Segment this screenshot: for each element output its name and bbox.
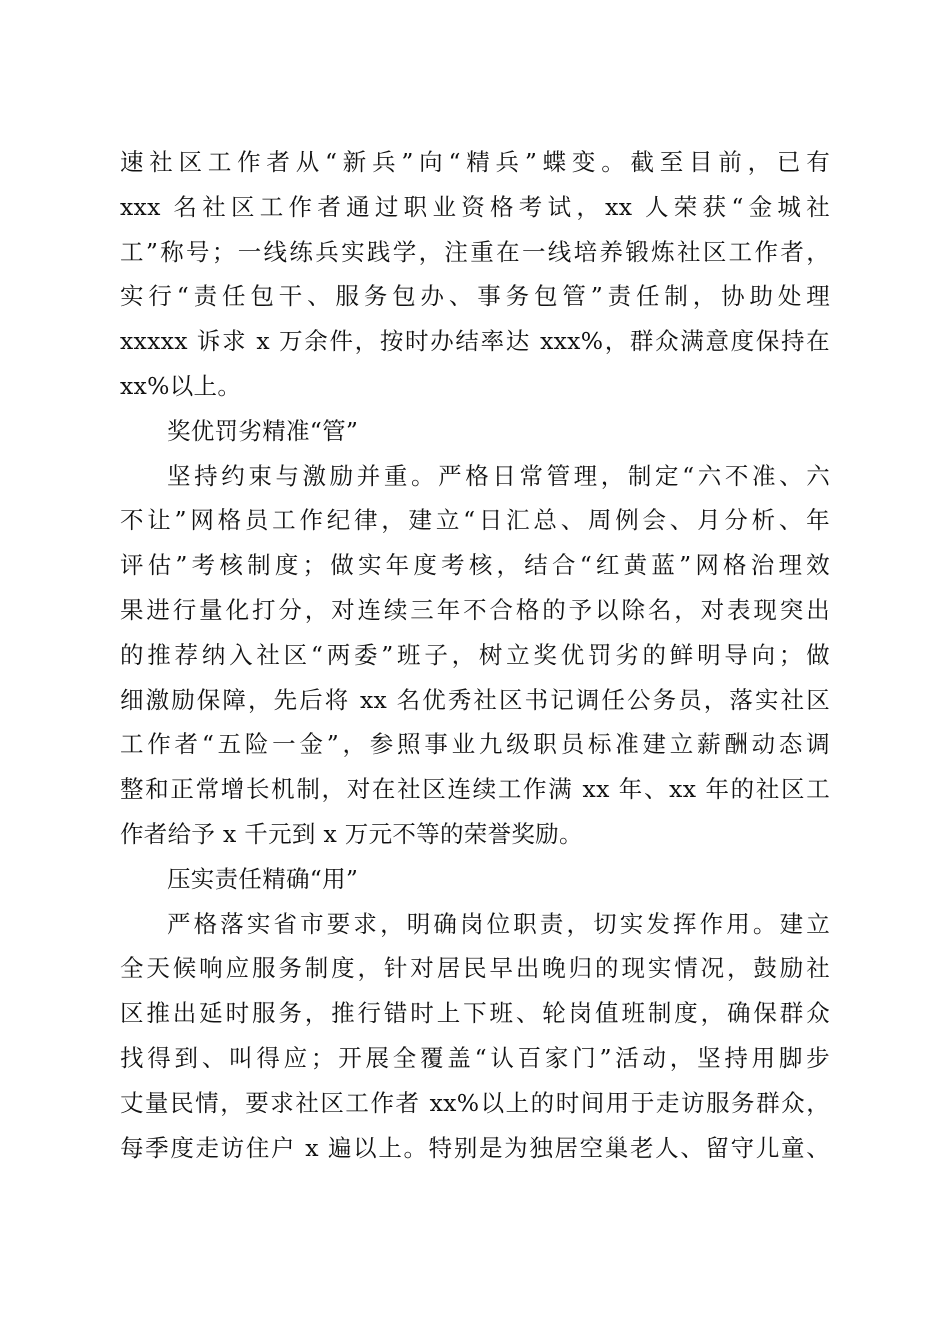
paragraph-3-line-4: 找得到、叫得应；开展全覆盖“认百家门”活动，坚持用脚步 xyxy=(120,1043,830,1072)
section-heading-responsibility: 压实责任精确“用” xyxy=(167,864,359,893)
paragraph-2-line-5: 的推荐纳入社区“两委”班子，树立奖优罚劣的鲜明导向；做 xyxy=(120,640,830,669)
paragraph-1-line-1: 速社区工作者从“新兵”向“精兵”蝶变。截至目前，已有 xyxy=(120,148,830,176)
section-heading-rewards: 奖优罚劣精准“管” xyxy=(167,416,359,445)
paragraph-2-line-4: 果进行量化打分，对连续三年不合格的予以除名，对表现突出 xyxy=(120,595,830,624)
paragraph-3-line-6: 每季度走访住户 x 遍以上。特别是为独居空巢老人、留守儿童、 xyxy=(120,1133,830,1162)
paragraph-1-line-6: xx%以上。 xyxy=(120,371,242,400)
paragraph-1-line-3: 工”称号；一线练兵实践学，注重在一线培养锻炼社区工作者， xyxy=(120,237,830,266)
paragraph-2-line-3: 评估”考核制度；做实年度考核，结合“红黄蓝”网格治理效 xyxy=(120,551,830,580)
paragraph-1-line-4: 实行“责任包干、服务包办、事务包管”责任制，协助处理 xyxy=(120,282,830,311)
document-body xyxy=(120,140,830,1170)
paragraph-2-line-9: 作者给予 x 千元到 x 万元不等的荣誉奖励。 xyxy=(120,819,583,848)
paragraph-3-line-1: 严格落实省市要求，明确岗位职责，切实发挥作用。建立 xyxy=(167,909,830,938)
paragraph-2-line-7: 工作者“五险一金”，参照事业九级职员标准建立薪酬动态调 xyxy=(120,730,830,759)
paragraph-1-line-2: xxx 名社区工作者通过职业资格考试，xx 人荣获“金城社 xyxy=(120,192,830,221)
paragraph-1-line-5: xxxxx 诉求 x 万余件，按时办结率达 xxx%，群众满意度保持在 xyxy=(120,327,830,356)
paragraph-3-line-5: 丈量民情，要求社区工作者 xx%以上的时间用于走访服务群众， xyxy=(120,1088,830,1117)
paragraph-2-line-8: 整和正常增长机制，对在社区连续工作满 xx 年、xx 年的社区工 xyxy=(120,775,830,804)
paragraph-2-line-6: 细激励保障，先后将 xx 名优秀社区书记调任公务员，落实社区 xyxy=(120,685,830,714)
paragraph-2-line-2: 不让”网格员工作纪律，建立“日汇总、周例会、月分析、年 xyxy=(120,506,830,535)
paragraph-3-line-3: 区推出延时服务，推行错时上下班、轮岗值班制度，确保群众 xyxy=(120,999,830,1028)
paragraph-3-line-2: 全天候响应服务制度，针对居民早出晚归的现实情况，鼓励社 xyxy=(120,954,830,983)
paragraph-2-line-1: 坚持约束与激励并重。严格日常管理，制定“六不准、六 xyxy=(167,461,830,490)
